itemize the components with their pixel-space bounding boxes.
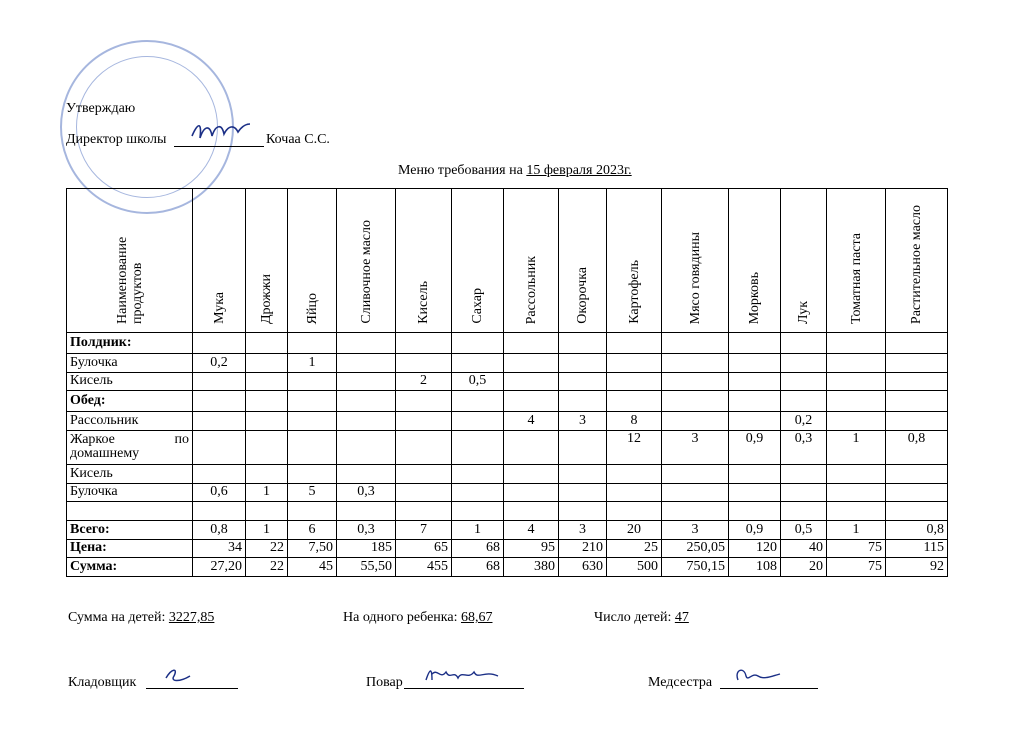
sum-cell: 20 — [781, 558, 827, 577]
product-name: Булочка — [67, 483, 193, 502]
director-signature — [188, 118, 252, 144]
header-cell: Сахар — [452, 189, 504, 333]
menu-requirements-table — [66, 188, 948, 577]
cook-signature — [422, 662, 502, 688]
total-cell: 20 — [607, 520, 662, 539]
header-cell: Яйцо — [288, 189, 337, 333]
per-child-label: На одного ребенка: — [343, 610, 458, 625]
cell: 0,5 — [452, 372, 504, 391]
price-label: Цена: — [67, 539, 193, 558]
sum-cell: 750,15 — [662, 558, 729, 577]
price-cell: 115 — [886, 539, 948, 558]
sum-cell: 380 — [504, 558, 559, 577]
product-name: Рассольник — [67, 412, 193, 431]
sum-cell: 55,50 — [337, 558, 396, 577]
price-cell: 75 — [827, 539, 886, 558]
price-cell: 25 — [607, 539, 662, 558]
section-label: Обед: — [67, 391, 193, 412]
price-cell: 65 — [396, 539, 452, 558]
section-row-lunch — [67, 391, 948, 412]
cell: 1 — [827, 430, 886, 464]
total-cell: 6 — [288, 520, 337, 539]
cell: 0,9 — [729, 430, 781, 464]
sum-cell: 630 — [559, 558, 607, 577]
totals-label: Всего: — [67, 520, 193, 539]
header-cell: Растительное масло — [886, 189, 948, 333]
director-label: Директор школы — [66, 132, 167, 147]
cell: 0,2 — [781, 412, 827, 431]
header-cell: Мука — [193, 189, 246, 333]
table-row — [67, 372, 948, 391]
product-name: Булочка — [67, 353, 193, 372]
cell: 0,2 — [193, 353, 246, 372]
total-cell: 0,5 — [781, 520, 827, 539]
total-cell: 0,8 — [193, 520, 246, 539]
children-count-label: Число детей: — [594, 610, 672, 625]
sum-cell: 75 — [827, 558, 886, 577]
product-name: Кисель — [67, 372, 193, 391]
children-count-value: 47 — [674, 610, 689, 625]
price-row — [67, 539, 948, 558]
price-cell: 95 — [504, 539, 559, 558]
per-child — [343, 610, 492, 626]
table-row — [67, 464, 948, 483]
price-cell: 250,05 — [662, 539, 729, 558]
sum-row — [67, 558, 948, 577]
price-cell: 68 — [452, 539, 504, 558]
sum-cell: 108 — [729, 558, 781, 577]
sum-cell: 92 — [886, 558, 948, 577]
total-cell: 3 — [559, 520, 607, 539]
cell: 0,3 — [781, 430, 827, 464]
sum-cell: 68 — [452, 558, 504, 577]
cell: 0,6 — [193, 483, 246, 502]
sum-cell: 455 — [396, 558, 452, 577]
header-cell: Кисель — [396, 189, 452, 333]
price-cell: 210 — [559, 539, 607, 558]
storekeeper-label: Кладовщик — [68, 675, 137, 690]
table-row — [67, 412, 948, 431]
sum-cell: 27,20 — [193, 558, 246, 577]
header-cell: Морковь — [729, 189, 781, 333]
cook-signature-line — [404, 688, 524, 689]
table-row — [67, 483, 948, 502]
children-count — [594, 610, 689, 626]
header-cell: Картофель — [607, 189, 662, 333]
table-row — [67, 353, 948, 372]
price-cell: 7,50 — [288, 539, 337, 558]
total-cell: 0,3 — [337, 520, 396, 539]
header-cell: Наименование продуктов — [67, 189, 193, 333]
product-name: Кисель — [67, 464, 193, 483]
cell: 2 — [396, 372, 452, 391]
section-label: Полдник: — [67, 333, 193, 354]
total-cell: 0,9 — [729, 520, 781, 539]
cell: 1 — [288, 353, 337, 372]
sum-cell: 45 — [288, 558, 337, 577]
nurse-signature — [732, 660, 782, 688]
director-name: Кочаа С.С. — [266, 132, 330, 147]
cell: 3 — [662, 430, 729, 464]
table-row — [67, 430, 948, 464]
per-child-value: 68,67 — [460, 610, 493, 625]
section-row-snack — [67, 333, 948, 354]
sum-label: Сумма: — [67, 558, 193, 577]
header-cell: Томатная паста — [827, 189, 886, 333]
cell: 12 — [607, 430, 662, 464]
director-signature-line — [174, 146, 264, 147]
product-name: Жаркое по домашнему — [67, 430, 193, 464]
header-cell: Дрожжи — [246, 189, 288, 333]
price-cell: 185 — [337, 539, 396, 558]
price-cell: 22 — [246, 539, 288, 558]
cell: 0,8 — [886, 430, 948, 464]
cell: 3 — [559, 412, 607, 431]
total-cell: 1 — [246, 520, 288, 539]
cell: 8 — [607, 412, 662, 431]
price-cell: 34 — [193, 539, 246, 558]
cell: 5 — [288, 483, 337, 502]
children-sum-value: 3227,85 — [168, 610, 215, 625]
approve-label: Утверждаю — [66, 101, 136, 116]
title-prefix: Меню требования на — [398, 163, 527, 178]
sum-cell: 500 — [607, 558, 662, 577]
price-cell: 120 — [729, 539, 781, 558]
sum-cell: 22 — [246, 558, 288, 577]
total-cell: 1 — [827, 520, 886, 539]
nurse-label: Медсестра — [648, 675, 713, 690]
storekeeper-signature-line — [146, 688, 238, 689]
cell: 4 — [504, 412, 559, 431]
total-cell: 4 — [504, 520, 559, 539]
total-cell: 1 — [452, 520, 504, 539]
header-cell: Рассольник — [504, 189, 559, 333]
empty-row — [67, 502, 948, 521]
total-cell: 3 — [662, 520, 729, 539]
header-cell: Окорочка — [559, 189, 607, 333]
totals-row — [67, 520, 948, 539]
table-header-row — [67, 189, 948, 333]
header-cell: Мясо говядины — [662, 189, 729, 333]
children-sum — [68, 610, 214, 626]
price-cell: 40 — [781, 539, 827, 558]
header-cell: Сливочное масло — [337, 189, 396, 333]
document-title — [398, 163, 632, 179]
children-sum-label: Сумма на детей: — [68, 610, 166, 625]
cook-label: Повар — [366, 675, 403, 690]
nurse-signature-line — [720, 688, 818, 689]
storekeeper-signature — [160, 662, 196, 688]
total-cell: 0,8 — [886, 520, 948, 539]
header-cell: Лук — [781, 189, 827, 333]
title-date: 15 февраля 2023г. — [526, 163, 632, 178]
cell: 0,3 — [337, 483, 396, 502]
cell: 1 — [246, 483, 288, 502]
total-cell: 7 — [396, 520, 452, 539]
